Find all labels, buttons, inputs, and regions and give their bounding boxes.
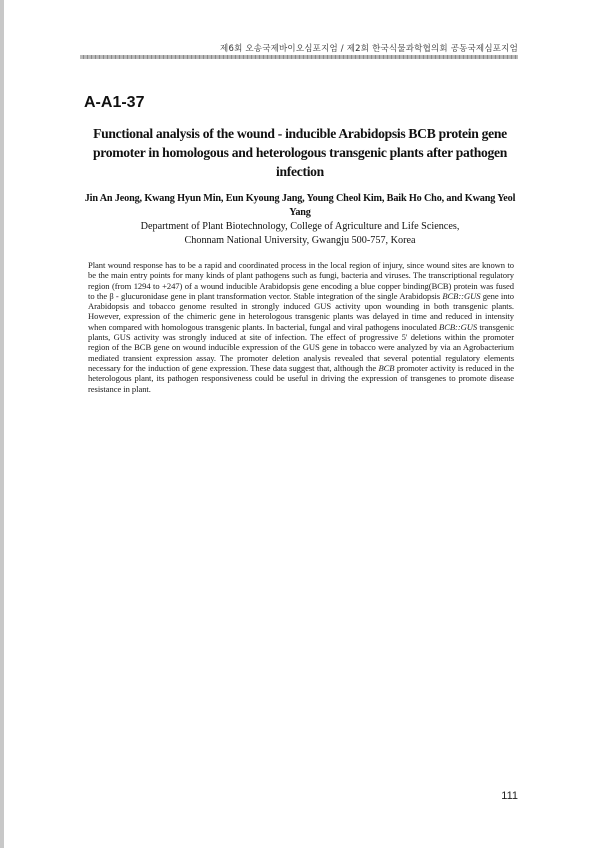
abstract-text-1: Plant wound response has to be a rapid and coordinated process in the local region of injury, since wound sites are known to be the main entry points for many kinds of plant pathogens such as fungi, bacteria and viruses. The transcriptional regulatory region (from 1294 to +247) of a wound inducible Arabidopsis gene encoding a blue copper binding(BCB) protein was fused to the β - glucuronidase gene in plant transformation vector. Stable integration of the single Arabidopsis: [88, 260, 514, 301]
paper-title: Functional analysis of the wound - inducible Arabidopsis BCB protein gene promoter in homologous and heterologous transgenic plants after pathogen infection: [93, 126, 507, 179]
gene-name-1: BCB::GUS: [442, 290, 481, 301]
affiliation-line-2: Chonnam National University, Gwangju 500-757, Korea: [184, 235, 416, 246]
page-number: 111: [501, 790, 518, 802]
abstract-body: [88, 260, 514, 394]
running-header: 제6회 오송국제바이오심포지엄 / 제2회 한국식물과학협의회 공동국제심포지엄: [220, 44, 518, 54]
abstract-text-3: transgenic plants, GUS activity was strongly induced at site of infection. The effect of progressive 5' deletions within the promoter region of the BCB gene on wound inducible expression of the GUS gene in tobacco were analyzed by via an Agrobacterium mediated transient expression assay. The promoter deletion analysis revealed that several potential regulatory elements necessary for the induction of gene expression. These data suggest that, although the: [88, 321, 514, 373]
abstract-text-2: gene into Arabidopsis and tobacco genome resulted in strongly induced GUS activity upon wounding in both transgenic plants. However, expression of the chimeric gene in heterologous transgenic plants was delayed in time and reduced in intensity when compared with homologous transgenic plants. In bacterial, fungal and viral pathogens inoculated: [88, 290, 514, 332]
header-rule: [80, 55, 518, 59]
abstract-text-4: promoter activity is reduced in the heterologous plant, its pathogen responsiveness could be useful in driving the expression of transgenes to promote disease resistance in plant.: [88, 362, 514, 394]
page-edge: [0, 0, 4, 848]
abstract-id: A-A1-37: [84, 94, 145, 111]
gene-name-3: BCB: [378, 362, 395, 373]
gene-name-2: BCB::GUS: [439, 321, 478, 332]
author-list: Jin An Jeong, Kwang Hyun Min, Eun Kyoung Jang, Young Cheol Kim, Baik Ho Cho, and Kwang Yeol Yang: [84, 193, 516, 218]
affiliation: [84, 220, 516, 248]
affiliation-line-1: Department of Plant Biotechnology, College of Agriculture and Life Sciences,: [140, 221, 460, 232]
